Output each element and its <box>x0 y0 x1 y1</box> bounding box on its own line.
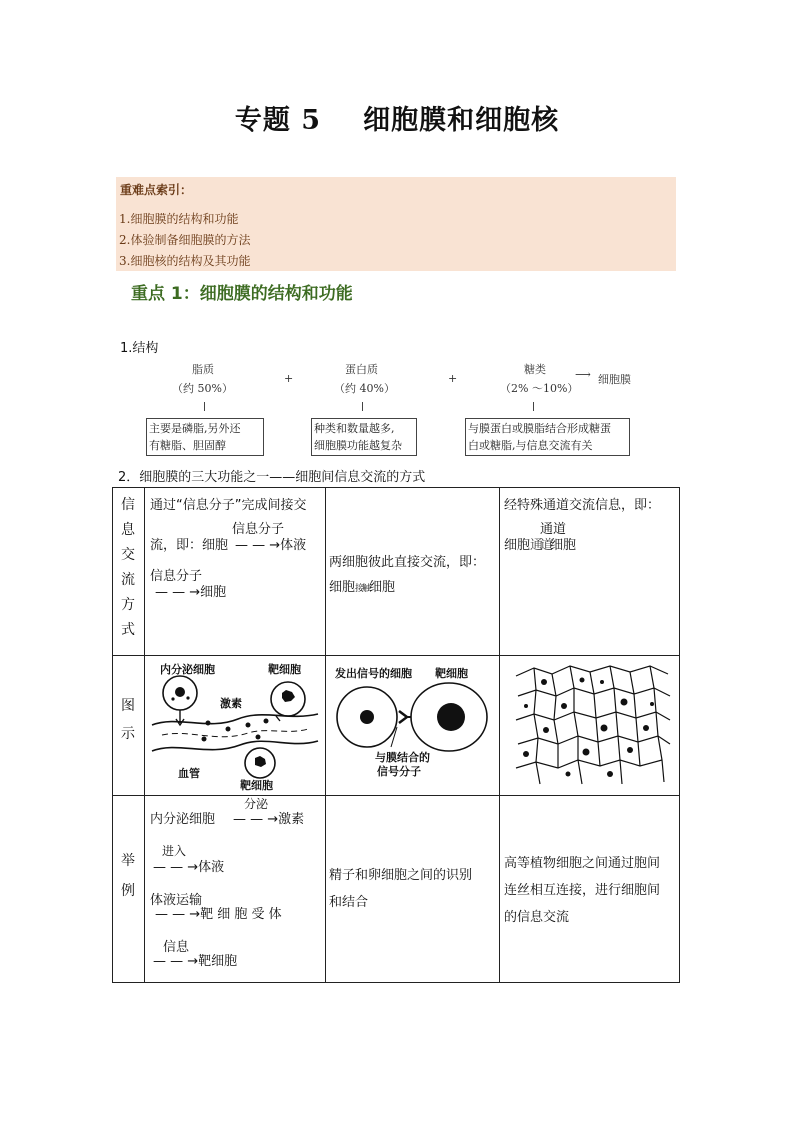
target-cell-label: 靶细胞 <box>268 663 301 676</box>
endocrine-diagram-svg <box>148 659 320 791</box>
arrow-label: 分泌 <box>244 797 269 811</box>
connector-line <box>533 402 534 411</box>
direct-contact-diagram-svg <box>329 659 497 791</box>
index-item: 2.体验制备细胞膜的方法 <box>119 233 251 247</box>
signal-molecule-label: 与膜结合的 <box>375 751 430 764</box>
arrow-to-target-cell: — — →靶细胞 <box>153 954 238 969</box>
header-char: 例 <box>121 883 135 899</box>
nucleus-shape <box>437 703 465 731</box>
protein-desc-line: 种类和数量越多, <box>314 422 395 435</box>
table-divider <box>113 655 679 656</box>
header-char: 方 <box>121 597 135 613</box>
arrow-label: 信息分子 <box>150 569 203 584</box>
plus-sign: + <box>448 372 458 385</box>
header-char: 示 <box>121 726 135 742</box>
endocrine-cell-label: 内分泌细胞 <box>160 663 215 676</box>
plant-cells-svg <box>512 662 672 788</box>
example-plasmodesmata: 连丝相互连接，进行细胞间 <box>504 883 661 898</box>
header-char: 流 <box>121 572 135 588</box>
arrow-label: 信息分子 <box>232 522 285 537</box>
mode-direct-text: 两细胞彼此直接交流，即： <box>329 555 486 570</box>
lipid-percent: （约 50%） <box>172 382 233 395</box>
table-divider <box>499 488 500 982</box>
header-char: 举 <box>121 853 135 869</box>
sugar-desc-line: 白或糖脂,与信息交流有关 <box>468 439 593 452</box>
arrow-to-body-fluid: — — →体液 <box>235 538 307 553</box>
lipid-desc-line: 主要是磷脂,另外还 <box>149 422 241 435</box>
example-plasmodesmata: 的信息交流 <box>504 910 570 925</box>
arrow-label: 信息 <box>163 940 190 955</box>
title-topic-number: 专题 5 <box>234 105 322 136</box>
nucleus-shape <box>282 690 295 702</box>
vessel-wall <box>152 741 318 751</box>
arrow-to-body-fluid: — — →体液 <box>153 860 225 875</box>
header-char: 信 <box>121 497 135 513</box>
contact-label: 接触 <box>355 584 370 594</box>
hormone-label: 激素 <box>220 697 242 710</box>
sender-cell-label: 发出信号的细胞 <box>335 667 412 680</box>
row-header-figure <box>117 692 139 748</box>
lipid-description <box>146 418 264 456</box>
target-cell-label: 靶细胞 <box>240 779 273 791</box>
protein-percent: （约 40%） <box>334 382 395 395</box>
channel-label: 通道 <box>530 538 551 553</box>
result-membrane: 细胞膜 <box>598 373 631 386</box>
mode-channel-text: 经特殊通道交流信息，即： <box>504 498 661 513</box>
arrow-label: 通道 <box>540 522 567 537</box>
sugar-name: 糖类 <box>524 363 546 376</box>
table-divider <box>144 488 145 982</box>
cell-word: 细胞 <box>504 538 531 553</box>
index-item: 3.细胞核的结构及其功能 <box>119 254 251 268</box>
table-divider <box>113 795 679 796</box>
example-fertilization: 和结合 <box>329 895 369 910</box>
nucleus-shape <box>360 710 374 724</box>
header-char: 式 <box>121 622 135 638</box>
example-endocrine: 内分泌细胞 <box>150 812 216 827</box>
row-header-example <box>117 846 139 906</box>
endocrine-diagram <box>148 659 320 791</box>
mode-indirect-text: 流，即：细胞 <box>150 538 229 553</box>
protein-name: 蛋白质 <box>345 363 378 376</box>
lipid-name: 脂质 <box>192 363 214 376</box>
index-heading: 重难点索引： <box>120 183 193 197</box>
title-topic-name: 细胞膜和细胞核 <box>363 105 560 136</box>
protein-desc-line: 细胞膜功能越复杂 <box>314 439 402 452</box>
nucleus-shape <box>255 756 266 767</box>
example-plasmodesmata: 高等植物细胞之间通过胞间 <box>504 856 661 871</box>
protein-description <box>311 418 417 456</box>
blood-flow <box>162 729 308 737</box>
lipid-desc-line: 有糖脂、胆固醇 <box>149 439 226 452</box>
mode-indirect-text: 通过“信息分子”完成间接交 <box>150 498 307 513</box>
plasmodesmata-diagram <box>512 662 672 788</box>
header-char: 交 <box>121 547 135 563</box>
connector-line <box>362 402 363 411</box>
arrow-to-receptor: — — →靶 细 胞 受 体 <box>155 907 282 922</box>
communication-table <box>112 487 680 983</box>
sugar-percent: （2% ～10%） <box>500 382 579 395</box>
direct-contact-diagram <box>329 659 497 791</box>
index-item: 1.细胞膜的结构和功能 <box>119 212 239 226</box>
plus-sign: + <box>284 372 294 385</box>
result-arrow: ⟶ <box>575 368 591 381</box>
target-cell-label: 靶细胞 <box>435 667 468 680</box>
sugar-desc-line: 与膜蛋白或膜脂结合形成糖蛋 <box>468 422 611 435</box>
mode-channel-cell <box>504 534 576 553</box>
cell-word: 细胞 <box>329 580 356 595</box>
arrow-label: 进入 <box>162 844 187 858</box>
header-char: 图 <box>121 698 135 714</box>
table-divider <box>325 488 326 982</box>
nucleus-shape <box>175 687 185 697</box>
connector-line <box>204 402 205 411</box>
header-char: 息 <box>121 522 135 538</box>
cell-word: 细胞 <box>369 580 396 595</box>
arrow-to-hormone: — — →激素 <box>233 812 305 827</box>
mode-direct-cell <box>329 576 395 595</box>
vessel-label: 血管 <box>178 767 200 780</box>
example-fertilization: 精子和卵细胞之间的识别 <box>329 868 473 883</box>
arrow-to-cell: — — →细胞 <box>155 585 227 600</box>
functions-label: 2．细胞膜的三大功能之一——细胞间信息交流的方式 <box>118 470 426 485</box>
cell-word: 细胞 <box>550 538 577 553</box>
row-header-mode <box>117 493 139 643</box>
arrow-label: 体液运输 <box>150 893 203 908</box>
key-points-index <box>116 177 676 271</box>
sugar-description <box>465 418 630 456</box>
structure-label: 1.结构 <box>120 341 159 356</box>
page-title <box>0 98 794 137</box>
signal-molecule-shape <box>399 711 407 723</box>
section-heading: 重点 1：细胞膜的结构和功能 <box>131 284 353 304</box>
signal-molecule-label: 信号分子 <box>377 765 421 778</box>
